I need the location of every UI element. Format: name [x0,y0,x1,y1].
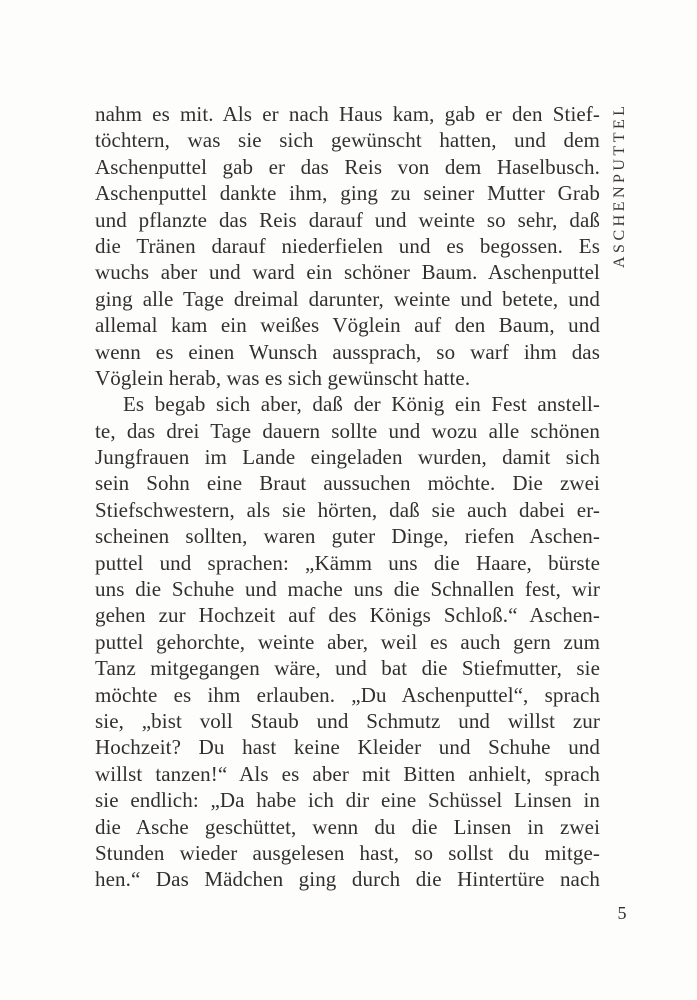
text-line: Stiefschwestern, als sie hörten, daß sie auch dabei er- [95,497,600,522]
text-line: Stunden wieder ausgelesen hast, so sollst du mitge- [95,840,600,865]
text-line: willst tanzen!“ Als es aber mit Bitten anhielt, sprach [95,761,600,786]
running-title-vertical: ASCHENPUTTEL [611,102,628,268]
text-line: scheinen sollten, waren guter Dinge, riefen Aschen- [95,524,600,549]
text-line: und pflanzte das Reis darauf und weinte so sehr, daß [95,207,600,232]
text-line: sie, „bist voll Staub und Schmutz und willst zur [95,708,600,733]
text-line: gehen zur Hochzeit auf des Königs Schloß.“ Aschen- [95,603,600,628]
text-line: wenn es einen Wunsch aussprach, so warf ihm das [95,339,600,364]
text-line: Vöglein herab, was es sich gewünscht hatte. [95,365,471,390]
text-line: Jungfrauen im Lande eingeladen wurden, damit sich [95,445,600,470]
text-line: nahm es mit. Als er nach Haus kam, gab er den Stief- [95,102,600,126]
text-line: sie endlich: „Da habe ich dir eine Schüssel Linsen in [95,788,600,813]
text-line: Aschenputtel dankte ihm, ging zu seiner Mutter Grab [95,181,600,206]
page-number: 5 [617,903,627,923]
text-line: wuchs aber und ward ein schöner Baum. Aschenputtel [95,260,600,285]
text-line: puttel und sprachen: „Kämm uns die Haare, bürste [95,550,600,575]
text-line: te, das drei Tage dauern sollte und wozu alle schönen [95,418,600,443]
text-line: uns die Schuhe und mache uns die Schnallen fest, wir [95,577,600,602]
text-line: puttel gehorchte, weinte aber, weil es auch gern zum [95,629,600,654]
text-line: töchtern, was sie sich gewünscht hatten, und dem [95,128,600,153]
text-line: allemal kam ein weißes Vöglein auf den Baum, und [95,313,600,338]
text-line: Aschenputtel gab er das Reis von dem Haselbusch. [95,154,600,179]
text-line: möchte es ihm erlauben. „Du Aschenputtel“, sprach [95,682,600,707]
text-line: Es begab sich aber, daß der König ein Fest anstell- [123,392,600,417]
text-line: Hochzeit? Du hast keine Kleider und Schuhe und [95,735,600,760]
text-line: die Tränen darauf niederfielen und es begossen. Es [95,233,600,258]
body-text [95,101,600,893]
text-line: die Asche geschüttet, wenn du die Linsen in zwei [95,814,600,839]
text-line: ging alle Tage dreimal darunter, weinte und betete, und [95,286,600,311]
text-line: sein Sohn eine Braut aussuchen möchte. Die zwei [95,471,600,496]
text-line: Tanz mitgegangen wäre, und bat die Stiefmutter, sie [95,656,600,681]
text-line: hen.“ Das Mädchen ging durch die Hintertüre nach [95,867,600,892]
